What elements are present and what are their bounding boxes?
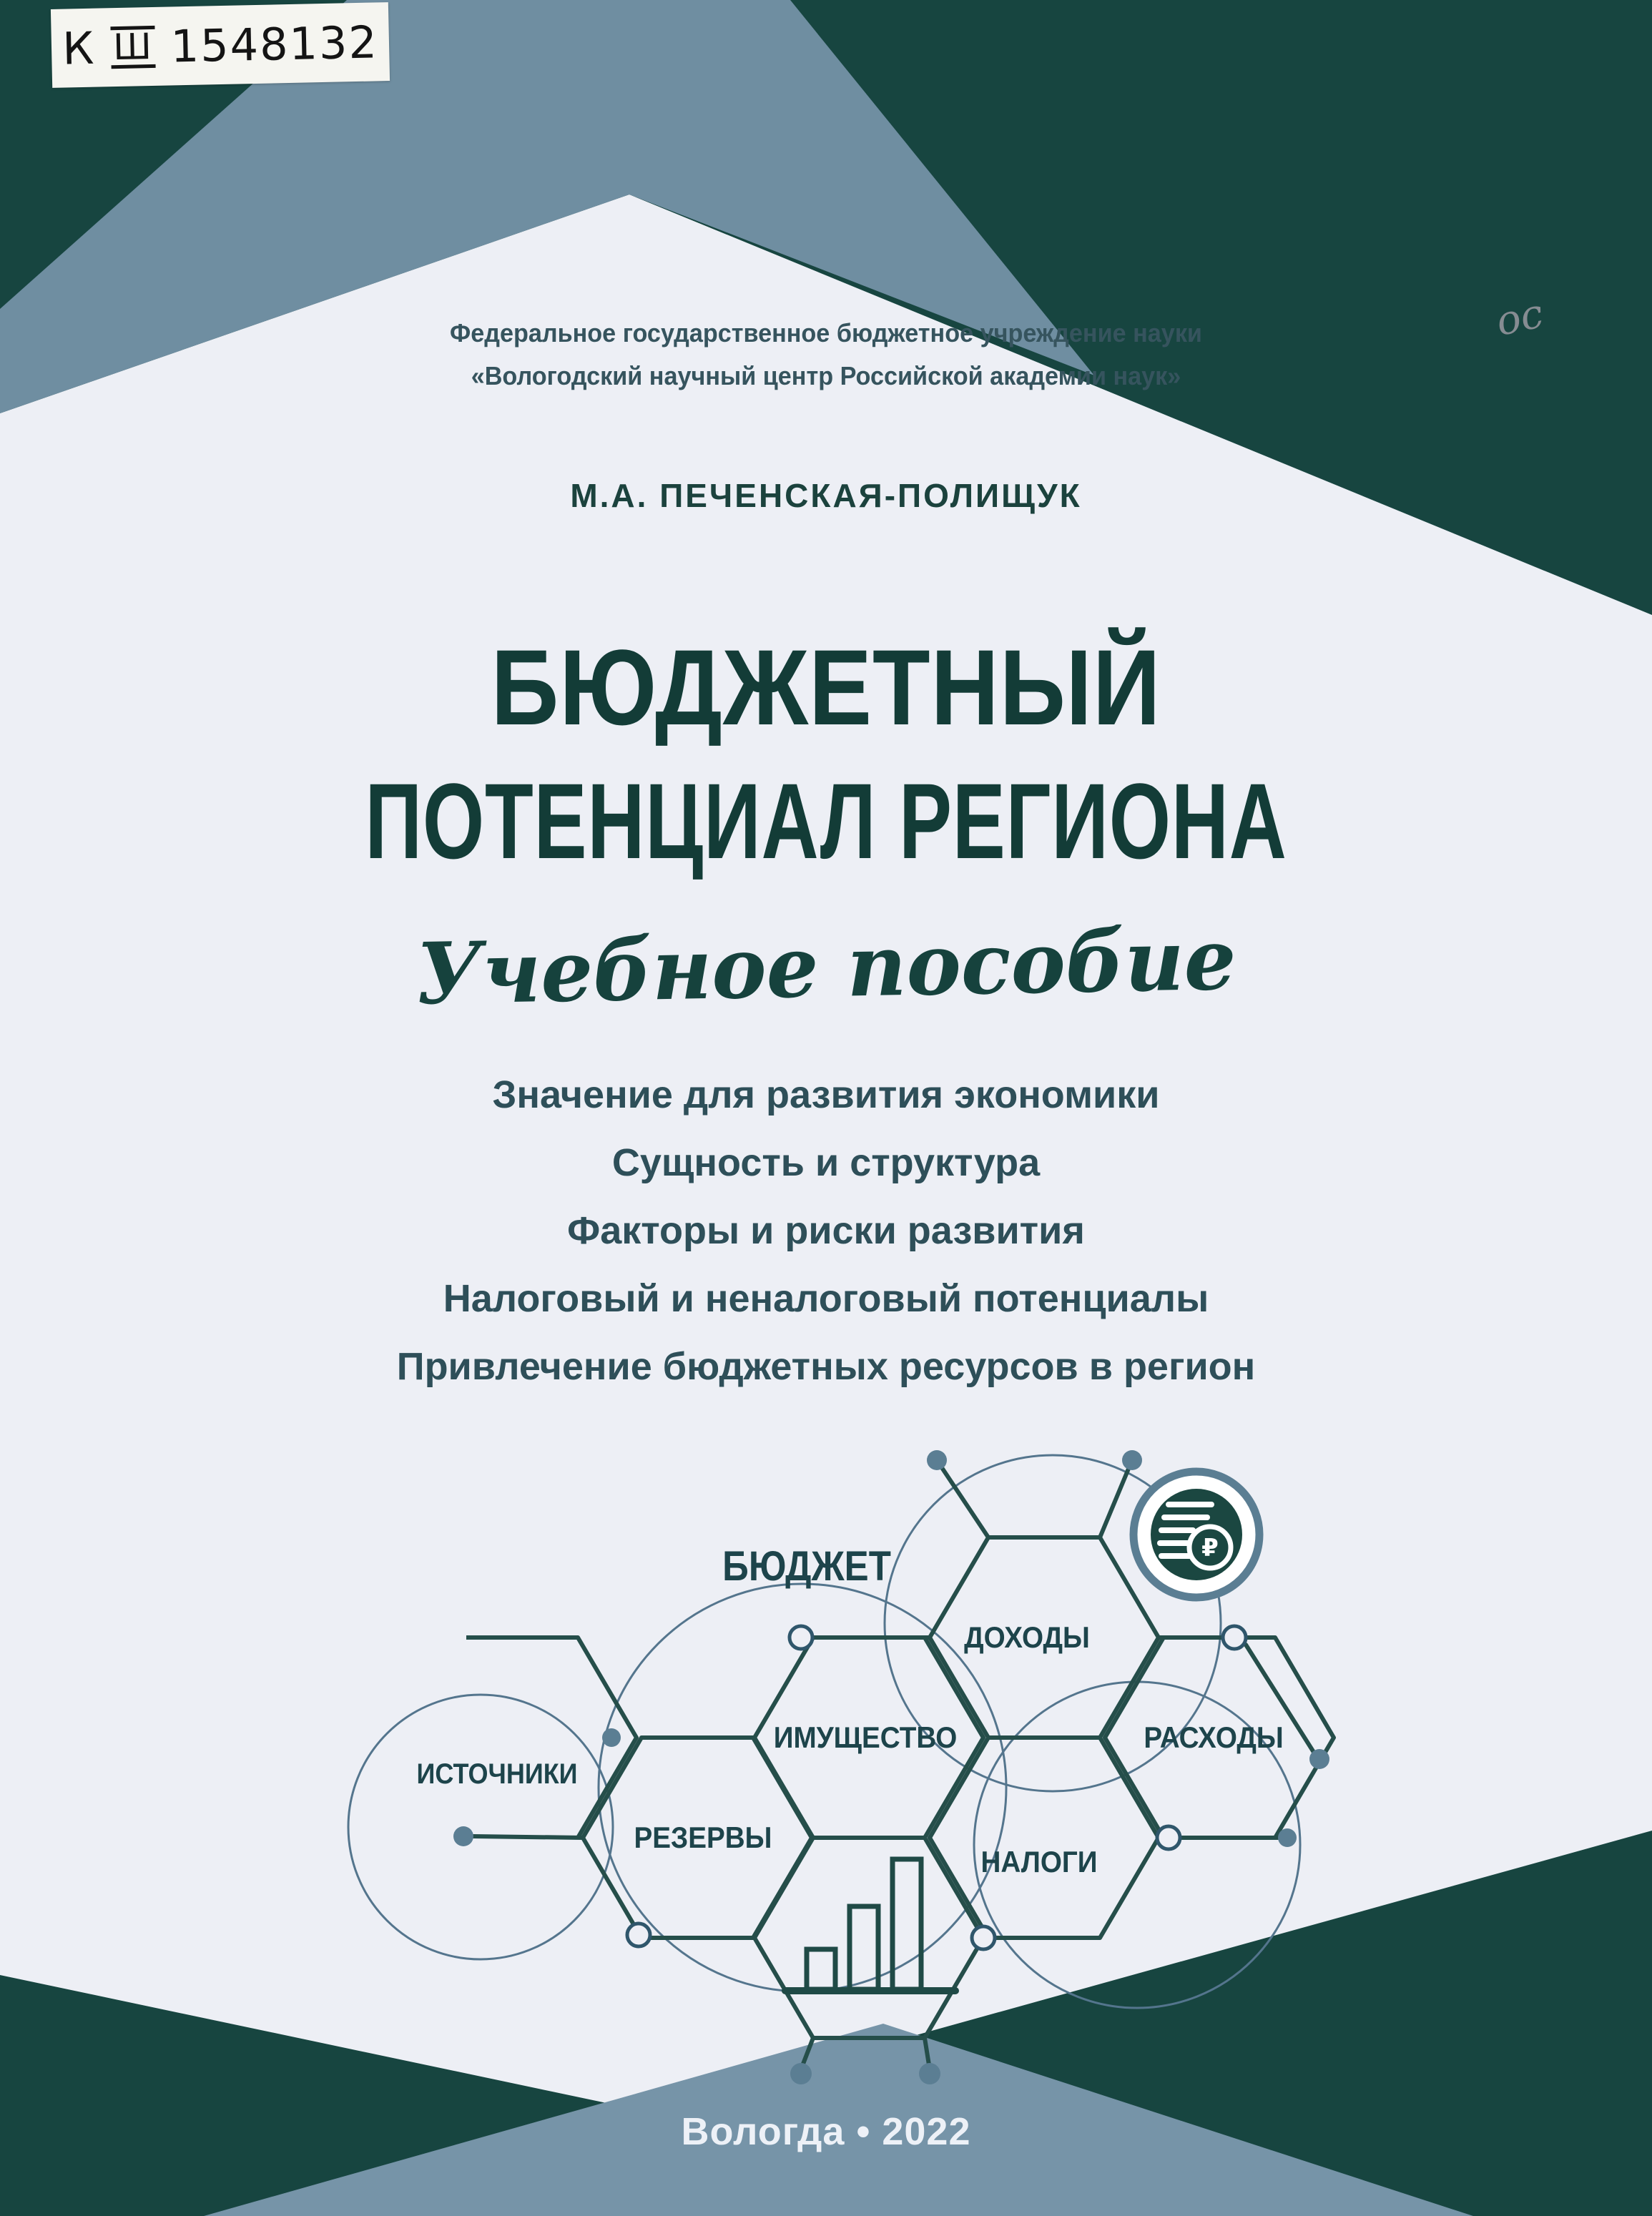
hex-label-property: ИМУЩЕСТВО bbox=[773, 1720, 958, 1755]
hex-label-income: ДОХОДЫ bbox=[964, 1620, 1090, 1655]
institution-line-2: «Вологодский научный центр Российской академии наук» bbox=[471, 361, 1181, 390]
hex-label-expenses: РАСХОДЫ bbox=[1144, 1720, 1284, 1755]
library-catalog-label bbox=[51, 2, 390, 88]
open-nodes bbox=[627, 1626, 1246, 1949]
book-title bbox=[0, 621, 1652, 888]
topic-item: Значение для развития экономики bbox=[492, 1073, 1160, 1116]
ruble-symbol: ₽ bbox=[1201, 1534, 1219, 1562]
catalog-letter: К bbox=[62, 21, 97, 75]
pencil-note: ос bbox=[1492, 290, 1548, 346]
catalog-roman-numeral: Ш bbox=[111, 25, 156, 68]
circle-sources bbox=[348, 1695, 613, 1959]
topics-list bbox=[0, 1061, 1652, 1401]
catalog-number: 1548132 bbox=[169, 15, 379, 72]
hex-label-sources: ИСТОЧНИКИ bbox=[416, 1758, 578, 1791]
author-name: М.А. ПЕЧЕНСКАЯ-ПОЛИЩУК bbox=[570, 477, 1082, 514]
imprint-separator: • bbox=[856, 2110, 871, 2153]
imprint bbox=[0, 2109, 1652, 2154]
topic-item: Привлечение бюджетных ресурсов в регион bbox=[396, 1345, 1256, 1388]
topic-item: Сущность и структура bbox=[611, 1141, 1041, 1184]
hex-label-budget: БЮДЖЕТ bbox=[722, 1542, 891, 1590]
institution-line-1: Федеральное государственное бюджетное учреждение науки bbox=[450, 318, 1202, 348]
book-title-line-2: ПОТЕНЦИАЛ РЕГИОНА bbox=[365, 761, 1287, 881]
institution-block bbox=[0, 312, 1652, 398]
imprint-city: Вологда bbox=[681, 2110, 845, 2153]
topic-item: Факторы и риски развития bbox=[567, 1209, 1085, 1252]
bar-chart-icon bbox=[785, 1859, 955, 1991]
book-title-line-1: БЮДЖЕТНЫЙ bbox=[491, 627, 1161, 747]
topic-item: Налоговый и неналоговый потенциалы bbox=[443, 1277, 1209, 1320]
hex-label-reserves: РЕЗЕРВЫ bbox=[634, 1820, 772, 1855]
coin-badge bbox=[1134, 1472, 1259, 1597]
book-subtitle-text: Учебное пособие bbox=[415, 909, 1237, 1024]
book-subtitle bbox=[0, 909, 1652, 1024]
imprint-year: 2022 bbox=[882, 2110, 971, 2153]
hex-label-taxes: НАЛОГИ bbox=[980, 1844, 1098, 1879]
